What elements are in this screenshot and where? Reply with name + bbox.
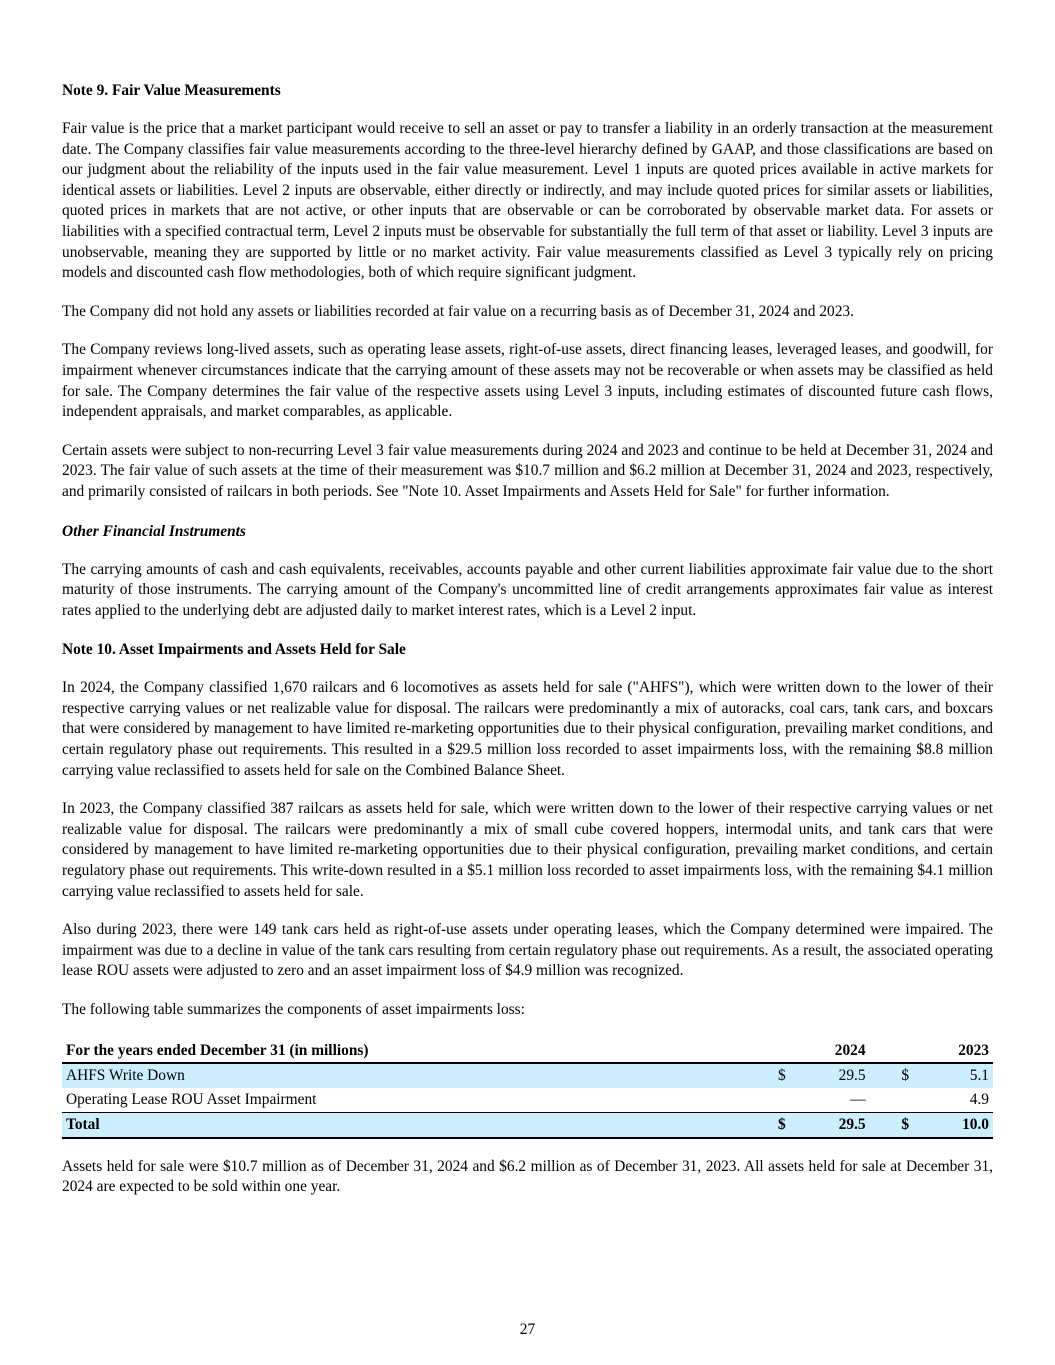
table-intro: The following table summarizes the components of asset impairments loss: [62,1001,525,1018]
other-financial-instruments-paragraph: The carrying amounts of cash and cash equivalents, receivables, accounts payable and other current liabilities approximate fair value due to the short maturity of those instruments. The carrying amount of the Company's uncommitted line of credit arrangements approximates fair value as interest rates applied to the underlying debt are adjusted daily to market interest rates, which is a Level 2 input. [62,560,993,619]
table-row [62,1063,993,1088]
table-row [62,1088,993,1113]
currency-symbol: $ [897,1112,925,1138]
other-financial-instruments-heading: Other Financial Instruments [62,522,246,540]
value-2024: 29.5 [802,1063,870,1088]
value-2023: 4.9 [969,1090,989,1108]
currency-symbol: $ [897,1063,925,1088]
note9-paragraph: Certain assets were subject to non-recurring Level 3 fair value measurements during 2024 and 2023 and continue to be held at December 31, 2024 and 2023. The fair value of such assets at the time of their measurement was $10.7 million and $6.2 million at December 31, 2024 and 2023, respectively, and primarily consisted of railcars in both periods. See "Note 10. Asset Impairments and Assets Held for Sale" for further information. [62,441,993,500]
total-2023: 10.0 [925,1112,993,1138]
header-2023: 2023 [925,1039,993,1063]
total-2024: 29.5 [802,1112,870,1138]
value-2024: — [850,1090,866,1108]
row-label: Operating Lease ROU Asset Impairment [66,1090,317,1108]
note9-paragraph: The Company did not hold any assets or liabilities recorded at fair value on a recurring basis as of December 31, 2024 and 2023. [62,302,854,320]
currency-symbol: $ [774,1063,802,1088]
total-label: Total [62,1112,774,1138]
closing-paragraph: Assets held for sale were $10.7 million as of December 31, 2024 and $6.2 million as of December 31, 2023. All assets held for sale at December 31, 2024 are expected to be sold within one year. [62,1157,993,1196]
row-label: AHFS Write Down [62,1063,774,1088]
note10-paragraph: In 2024, the Company classified 1,670 railcars and 6 locomotives as assets held for sale ("AHFS"), which were written down to the lower of their respective carrying values or net realizable value for disposal. The railcars were predominantly a mix of autoracks, coal cars, tank cars, and boxcars that were considered by management to have limited re-marketing opportunities due to their physical configuration, prevailing market conditions, and certain regulatory phase out requirements. This resulted in a $29.5 million loss recorded to asset impairments loss, with the remaining $8.8 million carrying value reclassified to assets held for sale on the Combined Balance Sheet. [62,679,993,779]
document-page [62,80,993,1198]
note9-paragraph: The Company reviews long-lived assets, such as operating lease assets, right-of-use assets, direct financing leases, leveraged leases, and goodwill, for impairment whenever circumstances indicate that the carrying amount of these assets may not be recoverable or when assets may be classified as held for sale. The Company determines the fair value of the respective assets using Level 3 inputs, including estimates of discounted future cash flows, independent appraisals, and market comparables, as applicable. [62,341,993,421]
table-total-row [62,1112,993,1138]
impairments-table [62,1039,993,1139]
currency-symbol [897,1088,925,1113]
currency-symbol [774,1088,802,1113]
header-2024: 2024 [802,1039,870,1063]
note10-heading: Note 10. Asset Impairments and Assets Held for Sale [62,641,406,659]
note9-paragraph: Fair value is the price that a market participant would receive to sell an asset or pay to transfer a liability in an orderly transaction at the measurement date. The Company classifies fair value measurements according to the three-level hierarchy defined by GAAP, and those classifications are based on our judgment about the reliability of the inputs used in the fair value measurement. Level 1 inputs are quoted prices available in active markets for identical assets or liabilities. Level 2 inputs are observable, either directly or indirectly, and may include quoted prices for similar assets or liabilities, quoted prices in markets that are not active, or other inputs that are observable or can be corroborated by observable market data. For assets or liabilities with a specified contractual term, Level 2 inputs must be observable for substantially the full term of that asset or liability. Level 3 inputs are unobservable, meaning they are supported by little or no market activity. Fair value measurements classified as Level 3 typically rely on pricing models and discounted cash flow methodologies, both of which require significant judgment. [62,120,993,282]
note10-paragraph: Also during 2023, there were 149 tank cars held as right-of-use assets under operating leases, which the Company determined were impaired. The impairment was due to a decline in value of the tank cars resulting from certain regulatory phase out requirements. As a result, the associated operating lease ROU assets were adjusted to zero and an asset impairment loss of $4.9 million was recognized. [62,921,993,980]
note10-paragraph: In 2023, the Company classified 387 railcars as assets held for sale, which were written down to the lower of their respective carrying values or net realizable value for disposal. The railcars were predominantly a mix of small cube covered hoppers, intermodal units, and tank cars that were considered by management to have limited re-marketing opportunities due to their physical configuration, prevailing market conditions, and certain regulatory phase out requirements. This write-down resulted in a $5.1 million loss recorded to asset impairments loss, with the remaining $4.1 million carrying value reclassified to assets held for sale. [62,800,993,900]
note9-heading: Note 9. Fair Value Measurements [62,82,281,99]
value-2023: 5.1 [925,1063,993,1088]
page-number: 27 [519,1321,536,1338]
currency-symbol: $ [774,1112,802,1138]
table-header-row [62,1039,993,1063]
header-label: For the years ended December 31 (in millions) [62,1039,774,1063]
